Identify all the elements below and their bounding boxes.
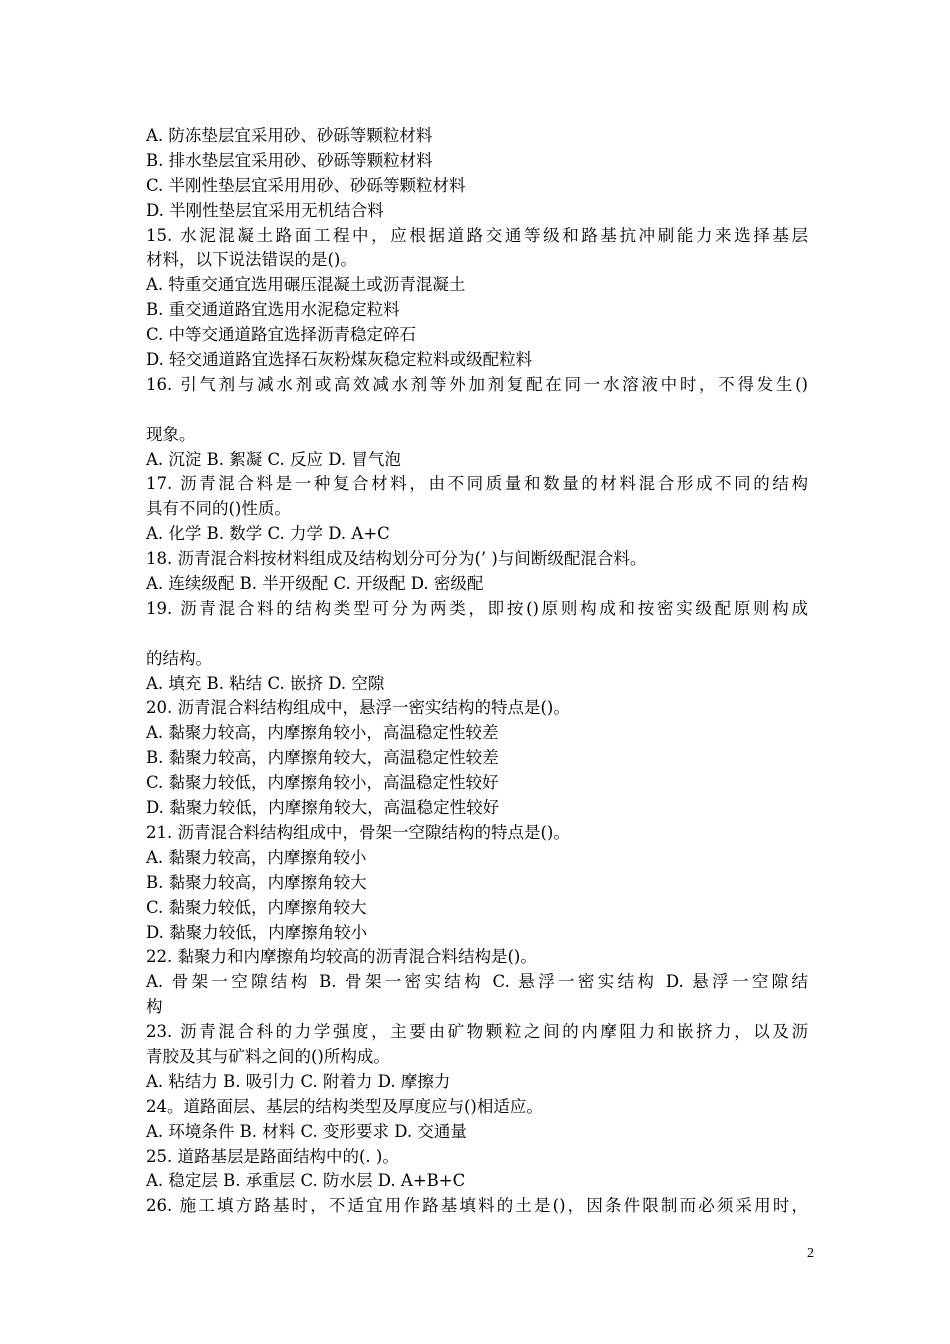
question-17-continued: 具有不同的()性质。 bbox=[146, 499, 291, 519]
question-21: 21. 沥青混合料结构组成中，骨架一空隙结构的特点是()。 bbox=[146, 822, 570, 842]
option-line: A. 沉淀 B. 絮凝 C. 反应 D. 冒气泡 bbox=[146, 449, 401, 469]
option-line: D. 黏聚力较低，内摩擦角较小 bbox=[146, 922, 368, 942]
option-line: A. 环境条件 B. 材料 C. 变形要求 D. 交通量 bbox=[146, 1121, 467, 1141]
option-line: C. 黏聚力较低，内摩擦角较大 bbox=[146, 897, 367, 917]
option-line: A. 特重交通宜选用碾压混凝土或沥青混凝土 bbox=[146, 275, 466, 295]
option-line-continued: 构 bbox=[146, 997, 163, 1017]
blank-line bbox=[146, 622, 808, 647]
option-line: A. 粘结力 B. 吸引力 C. 附着力 D. 摩擦力 bbox=[146, 1071, 451, 1091]
question-20: 20. 沥青混合料结构组成中，悬浮一密实结构的特点是()。 bbox=[146, 698, 570, 718]
question-16: 16. 引气剂与减水剂或高效减水剂等外加剂复配在同一水溶液中时，不得发生() bbox=[146, 374, 808, 394]
option-line: D. 黏聚力较低，内摩擦角较大，高温稳定性较好 bbox=[146, 798, 500, 818]
option-line: A. 骨架一空隙结构 B. 骨架一密实结构 C. 悬浮一密实结构 D. 悬浮一空隙结 bbox=[146, 972, 808, 992]
option-line: A. 填充 B. 粘结 C. 嵌挤 D. 空隙 bbox=[146, 673, 385, 693]
option-line: B. 重交通道路宜选用水泥稳定粒料 bbox=[146, 300, 400, 320]
question-16-continued: 现象。 bbox=[146, 424, 196, 444]
option-line: A. 黏聚力较高，内摩擦角较小，高温稳定性较差 bbox=[146, 723, 499, 743]
question-18: 18. 沥青混合料按材料组成及结构划分可分为(’ )与间断级配混合料。 bbox=[146, 549, 647, 569]
question-24: 24。道路面层、基层的结构类型及厚度应与()相适应。 bbox=[146, 1096, 543, 1116]
option-line: B. 黏聚力较高，内摩擦角较大 bbox=[146, 872, 367, 892]
option-line: C. 半刚性垫层宜采用用砂、砂砾等颗粒材料 bbox=[146, 175, 466, 195]
question-17: 17. 沥青混合料是一种复合材料，由不同质量和数量的材料混合形成不同的结构 bbox=[146, 474, 808, 494]
question-15-continued: 材料，以下说法错误的是()。 bbox=[146, 250, 357, 270]
question-26: 26. 施工填方路基时，不适宜用作路基填料的土是()，因条件限制而必须采用时， bbox=[146, 1196, 808, 1216]
question-19-continued: 的结构。 bbox=[146, 648, 212, 668]
page-number: 2 bbox=[807, 1246, 814, 1261]
option-line: C. 中等交通道路宜选择沥青稳定碎石 bbox=[146, 325, 417, 345]
option-line: A. 黏聚力较高，内摩擦角较小 bbox=[146, 847, 367, 867]
question-23: 23. 沥青混合科的力学强度，主要由矿物颗粒之间的内摩阻力和嵌挤力，以及沥 bbox=[146, 1022, 808, 1042]
option-line: A. 化学 B. 数学 C. 力学 D. A+C bbox=[146, 524, 390, 544]
option-line: B. 排水垫层宜采用砂、砂砾等颗粒材料 bbox=[146, 150, 433, 170]
option-line: A. 连续级配 B. 半开级配 C. 开级配 D. 密级配 bbox=[146, 574, 484, 594]
option-line: A. 防冻垫层宜采用砂、砂砾等颗粒材料 bbox=[146, 126, 433, 145]
option-line: A. 稳定层 B. 承重层 C. 防水层 D. A+B+C bbox=[146, 1171, 466, 1191]
option-line: D. 轻交通道路宜选择石灰粉煤灰稳定粒料或级配粒料 bbox=[146, 350, 533, 370]
question-15: 15. 水泥混凝土路面工程中，应根据道路交通等级和路基抗冲刷能力来选择基层 bbox=[146, 225, 808, 245]
question-23-continued: 青胶及其与矿料之间的()所构成。 bbox=[146, 1046, 390, 1066]
question-19: 19. 沥青混合料的结构类型可分为两类，即按()原则构成和按密实级配原则构成 bbox=[146, 598, 808, 618]
document-body bbox=[146, 124, 808, 1219]
option-line: D. 半刚性垫层宜采用无机结合料 bbox=[146, 200, 384, 220]
option-line: C. 黏聚力较低，内摩擦角较小，高温稳定性较好 bbox=[146, 773, 499, 793]
question-22: 22. 黏聚力和内摩擦角均较高的沥青混合料结构是()。 bbox=[146, 947, 537, 967]
blank-line bbox=[146, 398, 808, 423]
option-line: B. 黏聚力较高，内摩擦角较大，高温稳定性较差 bbox=[146, 748, 499, 768]
question-25: 25. 道路基层是路面结构中的(. )。 bbox=[146, 1146, 399, 1166]
